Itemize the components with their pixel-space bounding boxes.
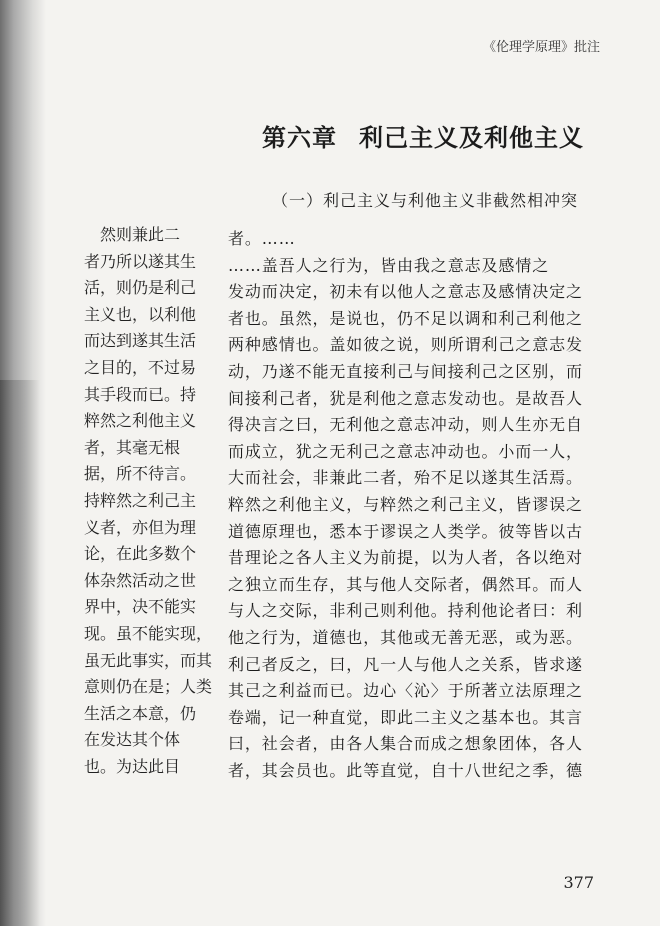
main-text-line: 与人之交际，非利己则利他。持利他论者曰：利 [228,601,583,621]
annotation-line: 者，其毫无根 [84,437,181,457]
annotation-line: 意则仍在是；人类 [84,677,213,697]
annotation-line: 主义也，以利他 [84,304,197,324]
section-heading: （一）利己主义与利他主义非截然相冲突 [272,191,579,210]
running-head: 《伦理学原理》批注 [482,40,600,55]
annotation-line: 虽无此事实，而其 [84,650,213,670]
annotation-line: 者乃所以遂其生 [84,251,197,271]
main-text-line: 发动而决定，初未有以他人之意志及感情决定之 [228,282,583,302]
page-binding-speckle [0,380,40,926]
main-text-line: 大而社会，非兼此二者，殆不足以遂其生活焉。 [228,468,583,488]
main-text-line: 其己之利益而已。边心〈沁〉于所著立法原理之 [228,681,583,701]
main-text-line: 之独立而生存，其与他人交际者，偶然耳。而人 [228,574,583,594]
main-text-line: 者也。虽然，是说也，仍不足以调和利己利他之 [228,308,583,328]
annotation-line: 也。为达此目 [84,756,181,776]
main-text-line: 动，乃遂不能无直接利己与间接利己之区别，而 [228,361,583,381]
main-text-line: 者。…… [228,229,296,248]
main-text-line: 两种感情也。盖如彼之说，则所谓利己之意志发 [228,335,583,355]
chapter-name: 利己主义及利他主义 [359,124,584,152]
chapter-title [262,118,582,153]
annotation-line: 其手段而已。持 [84,384,197,404]
main-text-line: 卷端，记一种直觉，即此二主义之基本也。其言 [228,707,583,727]
annotation-line: 然则兼此二 [84,225,181,244]
annotation-line: 现。虽不能实现， [84,623,213,643]
annotation-line: 生活之本意，仍 [84,703,197,723]
main-text-line: 昔理论之各人主义为前提，以为人者，各以绝对 [228,548,583,568]
annotation-line: 论，在此多数个 [84,544,197,564]
main-text-line: 粹然之利他主义，与粹然之利己主义，皆谬误之 [228,494,583,514]
annotation-line: 体杂然活动之世 [84,570,197,590]
annotation-line: 界中，决不能实 [84,597,197,617]
main-text-line: ……盖吾人之行为，皆由我之意志及感情之 [228,255,550,275]
annotation-line: 在发达其个体 [84,730,181,750]
main-text-line: 者，其会员也。此等直觉，自十八世纪之季，德 [228,760,583,780]
annotation-line: 义者，亦但为理 [84,517,197,537]
main-text-line: 间接利己者，犹是利他之意志发动也。是故吾人 [228,388,583,408]
page-number: 377 [563,873,594,892]
main-text-line: 曰，社会者，由各人集合而成之想象团体，各人 [228,734,583,754]
main-text-block [228,226,602,784]
marginal-annotation [84,222,214,780]
annotation-line: 之目的，不过易 [84,357,197,377]
annotation-line: 持粹然之利己主 [84,490,197,510]
annotation-line: 活，则仍是利己 [84,278,197,298]
main-text-line: 他之行为，道德也，其他或无善无恶，或为恶。 [228,627,583,647]
main-text-line: 而成立，犹之无利己之意志冲动也。小而一人， [228,441,583,461]
annotation-line: 而达到遂其生活 [84,331,197,351]
annotation-line: 粹然之利他主义 [84,411,197,431]
main-text-line: 道德原理也，悉本于谬误之人类学。彼等皆以古 [228,521,583,541]
main-text-line: 利己者反之，曰，凡一人与他人之关系，皆求遂 [228,654,583,674]
chapter-number: 第六章 [262,124,337,152]
annotation-line: 据，所不待言。 [84,464,197,484]
main-text-line: 得决言之曰，无利他之意志冲动，则人生亦无自 [228,415,583,435]
